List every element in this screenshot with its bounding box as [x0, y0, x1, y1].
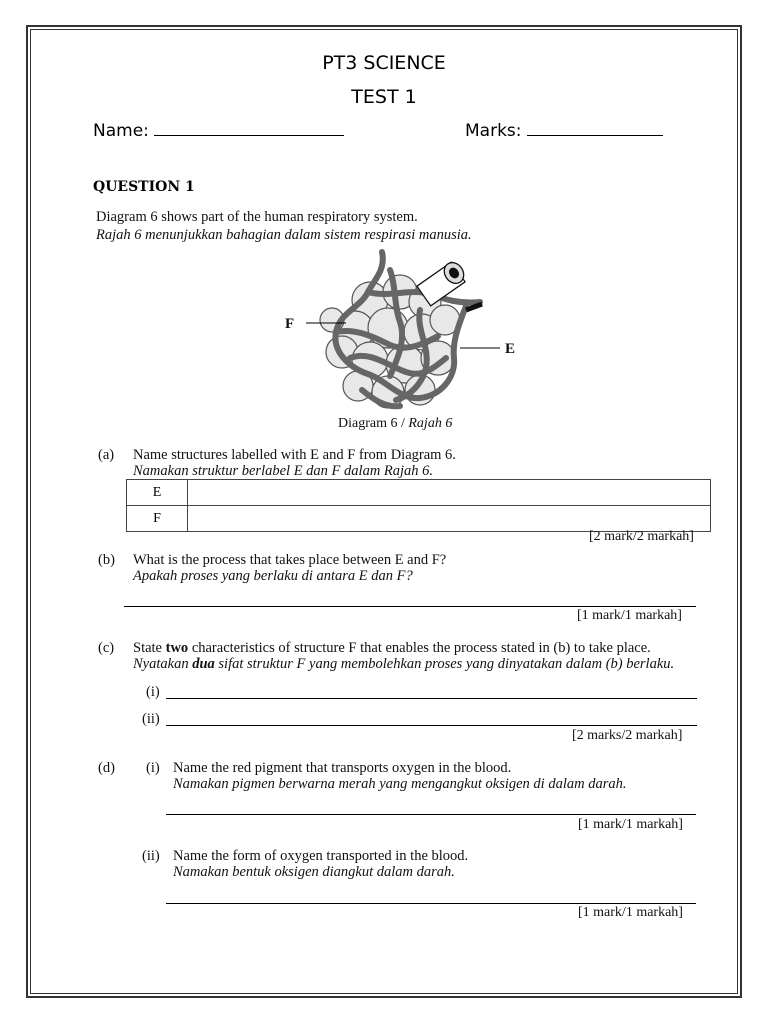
question-heading: QUESTION 1	[93, 179, 195, 195]
part-c-number: (c)	[98, 640, 115, 656]
part-b-marks: [1 mark/1 markah]	[577, 608, 682, 623]
part-a-question-english: Name structures labelled with E and F from Diagram 6.	[133, 447, 456, 463]
name-field[interactable]	[93, 119, 344, 141]
part-a-number: (a)	[98, 447, 115, 463]
part-d-ii-answer-line[interactable]	[166, 903, 696, 904]
page-subtitle: TEST 1	[351, 86, 417, 108]
part-a-answer-table	[126, 479, 711, 532]
emphasis-two: two	[165, 640, 189, 656]
part-b-answer-line[interactable]	[124, 606, 696, 607]
part-d-sub-ii: (ii)	[142, 848, 160, 864]
row-label-e: E	[127, 480, 188, 506]
part-c-sub-i: (i)	[146, 684, 160, 700]
diagram-caption-english: Diagram 6 /	[338, 416, 409, 431]
part-c-sub-ii: (ii)	[142, 711, 160, 727]
part-c-question-english: State two characteristics of structure F that enables the process stated in (b) to take place.	[133, 640, 651, 656]
table-row	[127, 480, 711, 506]
part-b-question-english: What is the process that takes place between E and F?	[133, 552, 447, 568]
diagram-label-e: E	[505, 341, 516, 357]
diagram-caption	[338, 416, 452, 432]
name-blank[interactable]	[154, 119, 344, 136]
part-d-sub-i: (i)	[146, 760, 160, 776]
page-title: PT3 SCIENCE	[322, 52, 446, 74]
marks-blank[interactable]	[527, 119, 663, 136]
part-d-i-question-malay: Namakan pigmen berwarna merah yang mengangkut oksigen di dalam darah.	[173, 776, 627, 792]
part-a-marks: [2 mark/2 markah]	[589, 529, 694, 544]
emphasis-dua: dua	[192, 656, 215, 672]
row-label-f: F	[127, 506, 188, 532]
diagram-caption-malay: Rajah 6	[408, 416, 453, 431]
answer-cell-e[interactable]	[188, 480, 711, 506]
alveoli-diagram	[270, 240, 530, 420]
part-c-answer-line-i[interactable]	[166, 698, 697, 699]
name-label: Name:	[93, 121, 149, 141]
part-c-question-malay: Nyatakan dua sifat struktur F yang membolehkan proses yang dinyatakan dalam (b) berlaku.	[133, 656, 675, 672]
answer-cell-f[interactable]	[188, 506, 711, 532]
intro-english: Diagram 6 shows part of the human respiratory system.	[96, 209, 418, 225]
marks-label: Marks:	[465, 121, 522, 141]
diagram-label-f: F	[285, 316, 295, 332]
table-row	[127, 506, 711, 532]
part-d-ii-marks: [1 mark/1 markah]	[578, 905, 683, 920]
part-d-ii-question-malay: Namakan bentuk oksigen diangkut dalam darah.	[173, 864, 455, 880]
part-c-marks: [2 marks/2 markah]	[572, 728, 683, 743]
intro-malay: Rajah 6 menunjukkan bahagian dalam sistem respirasi manusia.	[96, 227, 472, 243]
part-d-ii-question-english: Name the form of oxygen transported in the blood.	[173, 848, 469, 864]
part-b-question-malay: Apakah proses yang berlaku di antara E dan F?	[133, 568, 413, 584]
part-c-answer-line-ii[interactable]	[166, 725, 697, 726]
marks-field[interactable]	[465, 119, 663, 141]
part-d-i-question-english: Name the red pigment that transports oxygen in the blood.	[173, 760, 512, 776]
part-a-question-malay: Namakan struktur berlabel E dan F dalam Rajah 6.	[133, 463, 434, 479]
part-b-number: (b)	[98, 552, 115, 568]
part-d-number: (d)	[98, 760, 115, 776]
part-d-i-answer-line[interactable]	[166, 814, 696, 815]
part-d-i-marks: [1 mark/1 markah]	[578, 817, 683, 832]
